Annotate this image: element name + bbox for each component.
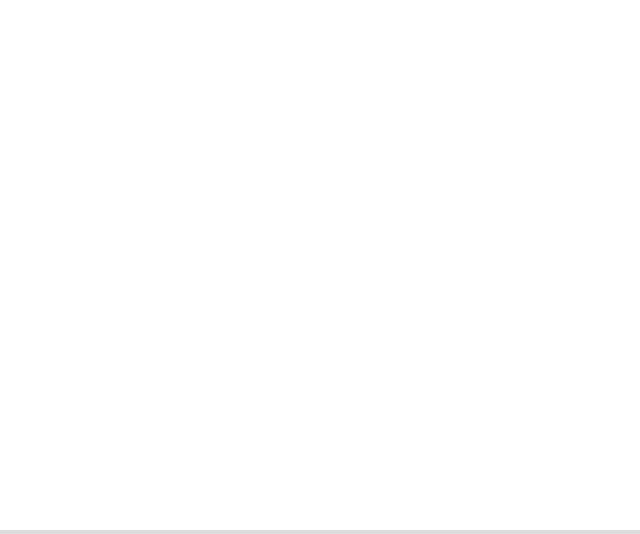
clipped-footer-strip (0, 530, 640, 534)
clipped-text-strip (0, 0, 640, 6)
